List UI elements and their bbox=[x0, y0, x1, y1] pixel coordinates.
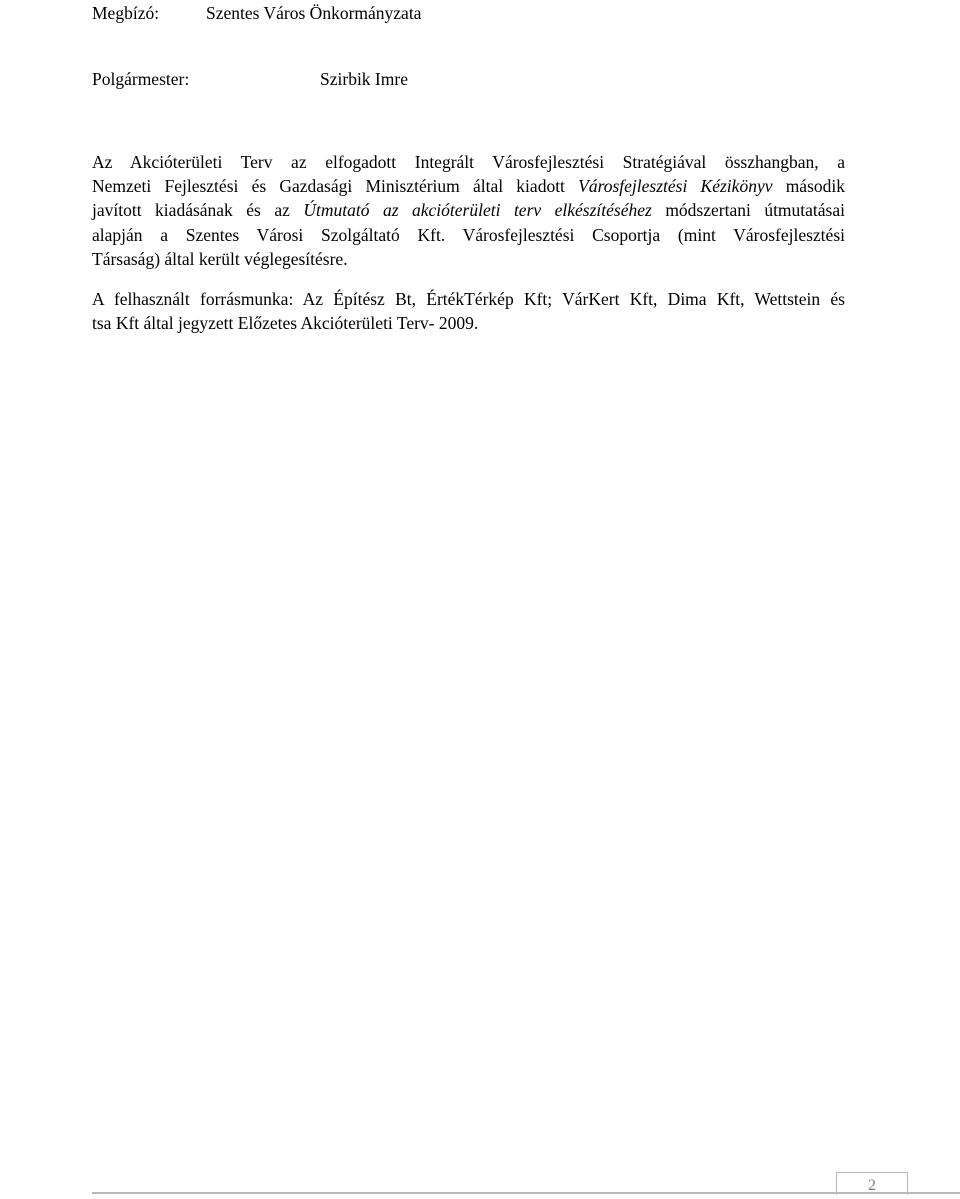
page-number: 2 bbox=[836, 1172, 908, 1195]
sources-paragraph bbox=[92, 287, 845, 335]
text-run: javított kiadásának és az bbox=[92, 200, 304, 221]
paragraph-line: Társaság) által került véglegesítésre. bbox=[92, 248, 348, 269]
text-run: Nemzeti Fejlesztési és Gazdasági Minisztérium által kiadott bbox=[92, 176, 579, 197]
guide-title: Útmutató az akcióterületi terv elkészítéséhez bbox=[303, 200, 652, 221]
client-value: Szentes Város Önkormányzata bbox=[206, 3, 422, 23]
client-label: Megbízó: bbox=[92, 3, 160, 23]
paragraph-line bbox=[92, 198, 845, 222]
footer-rule bbox=[92, 1192, 960, 1194]
mayor-value: Szirbik Imre bbox=[320, 69, 408, 89]
paragraph-line: A felhasznált forrásmunka: Az Építész Bt, ÉrtékTérkép Kft; VárKert Kft, Dima Kft, Wettstein és bbox=[92, 289, 845, 309]
text-run: módszertani útmutatásai bbox=[651, 200, 845, 221]
paragraph-line bbox=[92, 174, 845, 198]
handbook-title: Városfejlesztési Kézikönyv bbox=[578, 176, 773, 197]
text-run: második bbox=[772, 176, 846, 197]
paragraph-line: Az Akcióterületi Terv az elfogadott Integrált Városfejlesztési Stratégiával összhangban, a bbox=[92, 152, 845, 172]
paragraph-line: alapján a Szentes Városi Szolgáltató Kft. Városfejlesztési Csoportja (mint Városfejlesztési bbox=[92, 224, 845, 245]
intro-paragraph bbox=[92, 150, 845, 271]
mayor-label: Polgármester: bbox=[92, 69, 190, 89]
paragraph-line: tsa Kft által jegyzett Előzetes Akcióterületi Terv- 2009. bbox=[92, 313, 479, 334]
